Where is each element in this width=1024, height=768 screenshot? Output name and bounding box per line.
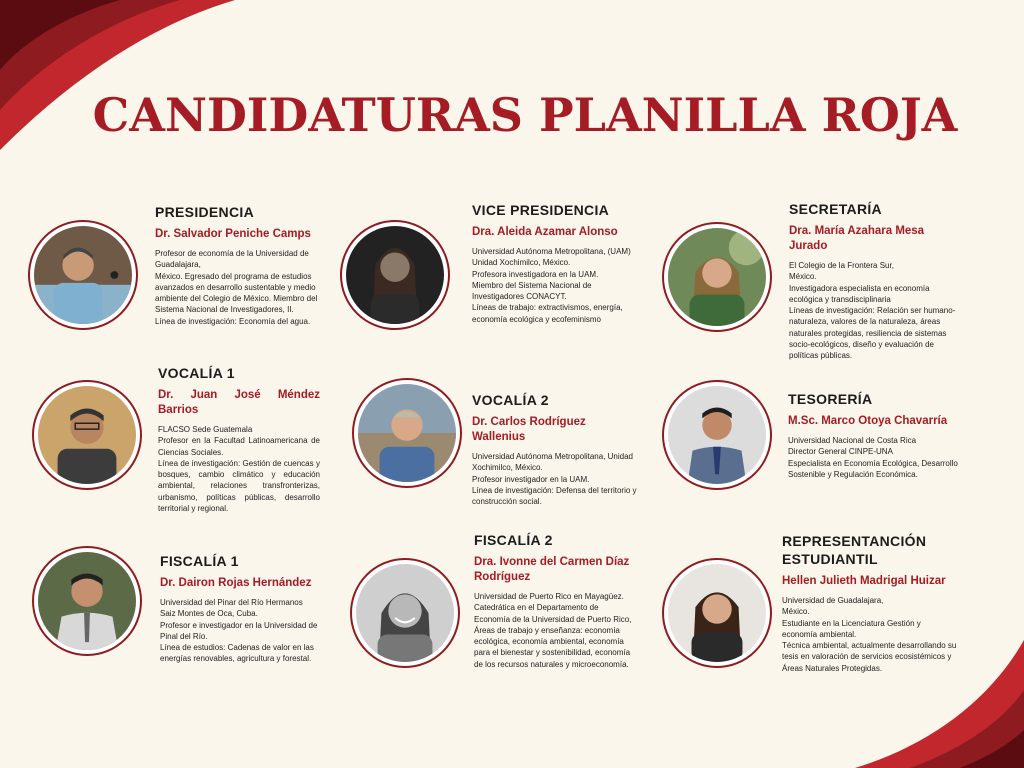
candidate-description: El Colegio de la Frontera Sur, México. Investigadora especialista en economía ecológica y transdisciplinaria Líneas de investigación: Relación ser humano-naturaleza, valores de la naturaleza, áreas naturales protegidas, resiliencia de sistemas socio-ecológicos, diseño y evaluación de políticas públicas.	[789, 261, 956, 361]
candidate-photo	[32, 546, 142, 656]
candidate-photo	[352, 378, 462, 488]
candidate-description: Universidad de Guadalajara, México. Estudiante en la Licenciatura Gestión y economía ambiental. Técnica ambiental, actualmente desarrollando su tesis en valoración de servicios ecosistémicos y Áreas Naturales Protegidas.	[782, 596, 957, 673]
candidate-role: VICE PRESIDENCIA	[472, 202, 610, 218]
candidate-description: Universidad Nacional de Costa Rica Director General CINPE-UNA Especialista en Economía Ecológica, Desarrollo Sostenible y Regulación Económica.	[788, 436, 958, 479]
candidate-name: Dr. Dairon Rojas Hernández	[160, 577, 312, 589]
candidate-description: FLACSO Sede Guatemala Profesor en la Facultad Latinoamericana de Ciencias Sociales. Línea de investigación: Gestión de cuencas y bosques, cambio climático y educación ambiental, relaciones transfronterizas, urbanismo, políticas públicas, desarrollo territorial y regional.	[158, 425, 320, 514]
candidate-card-tesoreria	[788, 390, 958, 480]
candidate-name: Dra. Ivonne del Carmen Díaz Rodríguez	[474, 556, 630, 583]
candidate-role: PRESIDENCIA	[155, 204, 254, 220]
candidate-description: Universidad de Puerto Rico en Mayagüez. Catedrática en el Departamento de Economía de la Universidad de Puerto Rico, Áreas de trabajo y enseñanza: economía ecológica, economía ambiental, economía para el bienestar y sostenibilidad, economía de los recursos naturales y microeconomía.	[474, 592, 632, 669]
candidate-name: Dr. Salvador Peniche Camps	[155, 228, 311, 240]
candidate-card-vocalia-1	[158, 364, 320, 514]
candidate-name: Dra. María Azahara Mesa Jurado	[789, 225, 925, 252]
candidate-role: FISCALÍA 1	[160, 553, 239, 569]
candidate-name: M.Sc. Marco Otoya Chavarría	[788, 415, 948, 427]
candidate-photo	[340, 220, 450, 330]
candidate-role: TESORERÍA	[788, 391, 873, 407]
candidate-name: Dr. Juan José Méndez Barrios	[158, 389, 320, 416]
candidate-photo	[350, 558, 460, 668]
candidate-card-representacion-estudiantil	[782, 532, 958, 674]
candidate-photo	[32, 380, 142, 490]
candidate-photo	[28, 220, 138, 330]
candidate-photo	[662, 222, 772, 332]
candidate-card-fiscalia-1	[160, 552, 320, 665]
page-title: CANDIDATURAS PLANILLA ROJA	[92, 88, 958, 142]
candidate-role: FISCALÍA 2	[474, 532, 553, 548]
candidate-role: VOCALÍA 1	[158, 365, 235, 381]
candidate-card-presidencia	[155, 203, 323, 327]
candidate-card-fiscalia-2	[474, 531, 636, 670]
candidate-description: Universidad Autónoma Metropolitana, (UAM) Unidad Xochimilco, México. Profesora investigadora en la UAM. Miembro del Sistema Nacional de Investigadores CONACYT. Líneas de trabajo: extractivismos, energía, economía ecológica y ecofeminismo	[472, 247, 631, 324]
candidate-name: Dra. Aleida Azamar Alonso	[472, 226, 618, 238]
candidate-card-secretaria	[789, 200, 959, 362]
candidate-description: Universidad del Pinar del Río Hermanos Saiz Montes de Oca, Cuba. Profesor e investigador en la Universidad de Pinal del Río. Línea de estudios: Cadenas de valor en las energías renovables, agricultura y forestal.	[160, 598, 318, 664]
candidate-name: Dr. Carlos Rodríguez Wallenius	[472, 416, 586, 443]
candidate-card-vice-presidencia	[472, 201, 640, 325]
candidate-description: Universidad Autónoma Metropolitana, Unidad Xochimilco, México. Profesor investigador en la UAM. Línea de investigación: Defensa del territorio y construcción social.	[472, 452, 637, 507]
candidate-role: SECRETARÍA	[789, 201, 882, 217]
candidate-role: VOCALÍA 2	[472, 392, 549, 408]
candidate-photo	[662, 558, 772, 668]
candidate-photo	[662, 380, 772, 490]
candidate-name: Hellen Julieth Madrigal Huizar	[782, 575, 946, 587]
candidate-card-vocalia-2	[472, 391, 640, 507]
candidate-description: Profesor de economía de la Universidad de Guadalajara, México. Egresado del programa de estudios avanzados en desarrollo sustentable y medio ambiente del Colegio de México. Miembro del Sistema Nacional de Investigadores, II. Línea de investigación: Economía del agua.	[155, 249, 318, 326]
candidate-role: REPRESENTANCIÓN ESTUDIANTIL	[782, 533, 927, 567]
